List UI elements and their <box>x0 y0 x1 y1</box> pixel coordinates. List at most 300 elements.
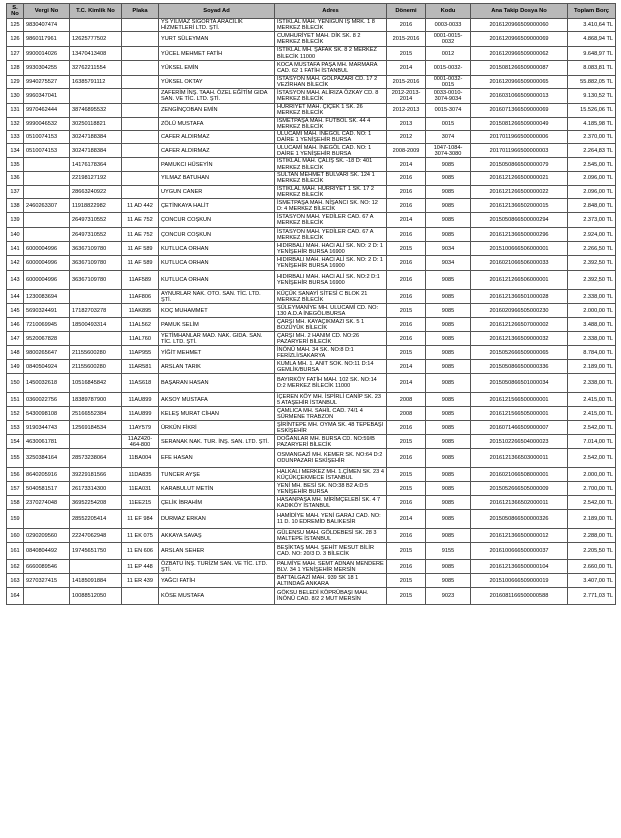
cell-sno: 164 <box>7 588 24 605</box>
cell-tc-kimlik-no: 26497310552 <box>70 213 122 228</box>
cell-soyad-ad: EFE HASAN <box>159 449 275 468</box>
cell-tc-kimlik-no: 36952254208 <box>70 496 122 510</box>
table-row <box>7 482 616 496</box>
cell-toplam-borc: 2.189,00 TL <box>568 360 616 374</box>
cell-soyad-ad: KUTLUCA ORHAN <box>159 242 275 256</box>
cell-tc-kimlik-no: 19745651750 <box>70 543 122 560</box>
cell-vergi-no: 9270327415 <box>24 574 70 588</box>
cell-tc-kimlik-no: 22247062948 <box>70 529 122 543</box>
cell-plaka <box>122 75 159 88</box>
table-row <box>7 19 616 32</box>
cell-soyad-ad: AYNURLAR NAK. OTO. SAN. TİC. LTD. ŞTİ. <box>159 290 275 304</box>
cell-vergi-no: 5430098108 <box>24 407 70 421</box>
cell-donemi: 2015 <box>387 543 426 560</box>
cell-tc-kimlik-no <box>70 19 122 32</box>
cell-donemi: 2015 <box>387 574 426 588</box>
table-row <box>7 421 616 435</box>
cell-soyad-ad: YURT SÜLEYMAN <box>159 32 275 47</box>
table-row <box>7 256 616 271</box>
cell-sno: 131 <box>7 104 24 117</box>
cell-vergi-no: 6660089546 <box>24 560 70 574</box>
cell-adres: HAMİDİYE MAH. YENİ GARAJ CAD. NO: 11 D. 10 EDREMİD BALIKESİR <box>275 510 387 529</box>
cell-soyad-ad: ZENGİNÇOBAN EMİN <box>159 104 275 117</box>
cell-vergi-no: 3250384164 <box>24 449 70 468</box>
cell-vergi-no <box>24 588 70 605</box>
cell-soyad-ad: YILMAZ BATUHAN <box>159 171 275 185</box>
table-body <box>7 19 616 605</box>
table-row <box>7 435 616 449</box>
cell-ana-takip-dosya-no: 2016121366509000032 <box>471 332 568 346</box>
cell-plaka <box>122 19 159 32</box>
cell-tc-kimlik-no: 21155600280 <box>70 346 122 360</box>
cell-toplam-borc: 2.392,50 TL <box>568 271 616 290</box>
cell-sno: 138 <box>7 199 24 213</box>
cell-soyad-ad: CAFER ALDIRMAZ <box>159 144 275 158</box>
cell-kodu: 9085 <box>426 449 471 468</box>
cell-ana-takip-dosya-no: 2016121366500000104 <box>471 560 568 574</box>
table-row <box>7 60 616 75</box>
cell-plaka <box>122 588 159 605</box>
cell-tc-kimlik-no: 17182703278 <box>70 304 122 318</box>
cell-donemi: 2012-2013 <box>387 104 426 117</box>
cell-toplam-borc: 55.882,05 TL <box>568 75 616 88</box>
cell-vergi-no: 9520067828 <box>24 332 70 346</box>
table-row <box>7 468 616 482</box>
cell-plaka: 11AS618 <box>122 374 159 393</box>
header-col-donemi: Dönemi <box>387 4 426 19</box>
cell-ana-takip-dosya-no: 2016121366502000011 <box>471 496 568 510</box>
cell-toplam-borc: 2.545,00 TL <box>568 158 616 171</box>
cell-kodu: 0015 <box>426 117 471 130</box>
cell-tc-kimlik-no: 11918822982 <box>70 199 122 213</box>
table-row <box>7 213 616 228</box>
cell-toplam-borc: 2.338,00 TL <box>568 290 616 304</box>
cell-sno: 140 <box>7 228 24 242</box>
cell-plaka: 11 AE 752 <box>122 213 159 228</box>
cell-ana-takip-dosya-no: 2016071466509000007 <box>471 421 568 435</box>
cell-soyad-ad: ÇETİNKAYA HALİT <box>159 199 275 213</box>
debt-table <box>6 3 616 605</box>
cell-vergi-no: 9900014026 <box>24 47 70 60</box>
cell-donemi: 2015 <box>387 588 426 605</box>
cell-adres: İSMETPAŞA MAH. NİŞANCI SK. NO: 12 D: 4 MERKEZ BİLECİK <box>275 199 387 213</box>
cell-soyad-ad: ZAFERİM İNŞ. TAAH. ÖZEL EĞİTİM GIDA SAN. VE TİC. LTD. ŞTİ. <box>159 89 275 104</box>
cell-donemi: 2016 <box>387 318 426 332</box>
cell-sno: 148 <box>7 346 24 360</box>
header-col-ana-takip-dosya-no: Ana Takip Dosya No <box>471 4 568 19</box>
cell-donemi: 2014 <box>387 60 426 75</box>
cell-tc-kimlik-no: 16385791112 <box>70 75 122 88</box>
cell-adres: OSMANGAZİ MH. KEMER SK. NO:64 D:2 ODUNPAZARI ESKİŞEHİR <box>275 449 387 468</box>
cell-sno: 128 <box>7 60 24 75</box>
cell-ana-takip-dosya-no: 2016121566500000001 <box>471 393 568 407</box>
cell-ana-takip-dosya-no: 2016121366502000015 <box>471 199 568 213</box>
cell-ana-takip-dosya-no: 2015102266504000023 <box>471 435 568 449</box>
cell-soyad-ad: TUNCER AYŞE <box>159 468 275 482</box>
cell-ana-takip-dosya-no: 2015052666509000065 <box>471 346 568 360</box>
cell-toplam-borc: 2.338,00 TL <box>568 332 616 346</box>
cell-adres: HIDIRBALI MAH. HACI ALİ SK. NO: 2 D: 1 YENİŞEHİR BURSA 16900 <box>275 256 387 271</box>
cell-donemi: 2016 <box>387 271 426 290</box>
cell-adres: PALMİYE MAH. SEMT ADNAN MENDERE BLV. 34 1 YENİŞEHİR MERSİN <box>275 560 387 574</box>
cell-plaka: 11EA031 <box>122 482 159 496</box>
cell-tc-kimlik-no: 30247188384 <box>70 131 122 144</box>
cell-sno: 158 <box>7 496 24 510</box>
cell-kodu: 9085 <box>426 393 471 407</box>
cell-kodu: 9085 <box>426 213 471 228</box>
table-row <box>7 144 616 158</box>
cell-soyad-ad: ARSLAN TARIK <box>159 360 275 374</box>
cell-vergi-no: 0840804492 <box>24 543 70 560</box>
cell-plaka <box>122 131 159 144</box>
cell-soyad-ad: ZÖLÜ MUSTAFA <box>159 117 275 130</box>
cell-soyad-ad: KELEŞ MURAT CİHAN <box>159 407 275 421</box>
cell-sno: 135 <box>7 158 24 171</box>
cell-sno: 163 <box>7 574 24 588</box>
cell-donemi: 2015 <box>387 435 426 449</box>
header-col-kodu: Kodu <box>426 4 471 19</box>
table-row <box>7 360 616 374</box>
cell-toplam-borc: 2.771,03 TL <box>568 588 616 605</box>
cell-sno: 151 <box>7 393 24 407</box>
cell-toplam-borc: 3.407,00 TL <box>568 574 616 588</box>
cell-sno: 157 <box>7 482 24 496</box>
cell-kodu: 9085 <box>426 290 471 304</box>
cell-kodu: 9085 <box>426 529 471 543</box>
header-col-soyad-ad: Soyad Ad <box>159 4 275 19</box>
cell-adres: İSMETPAŞA MAH. FUTBOL SK. 44 4 MERKEZ BİLECİK <box>275 117 387 130</box>
cell-tc-kimlik-no: 38746895532 <box>70 104 122 117</box>
cell-ana-takip-dosya-no: 2016021066508000001 <box>471 468 568 482</box>
cell-plaka: 11BA004 <box>122 449 159 468</box>
cell-kodu: 3074 <box>426 131 471 144</box>
cell-ana-takip-dosya-no: 2016121366501000028 <box>471 290 568 304</box>
cell-soyad-ad: KARABULUT METİN <box>159 482 275 496</box>
cell-plaka: 11 AE 752 <box>122 228 159 242</box>
cell-ana-takip-dosya-no: 2015050866500000294 <box>471 213 568 228</box>
cell-plaka <box>122 89 159 104</box>
cell-kodu: 9085 <box>426 407 471 421</box>
cell-ana-takip-dosya-no: 2015050866500000336 <box>471 360 568 374</box>
cell-soyad-ad: KUTLUCA ORHAN <box>159 256 275 271</box>
cell-sno: 139 <box>7 213 24 228</box>
cell-plaka: 11 AD 442 <box>122 199 159 213</box>
cell-toplam-borc: 2.264,83 TL <box>568 144 616 158</box>
cell-vergi-no: 9800265647 <box>24 346 70 360</box>
cell-kodu: 0012 <box>426 47 471 60</box>
cell-vergi-no: 2460263307 <box>24 199 70 213</box>
cell-kodu: 0001-0015-0032 <box>426 32 471 47</box>
cell-sno: 154 <box>7 435 24 449</box>
cell-plaka: 11AY579 <box>122 421 159 435</box>
cell-toplam-borc: 8.784,00 TL <box>568 346 616 360</box>
cell-kodu: 9034 <box>426 242 471 256</box>
cell-plaka <box>122 32 159 47</box>
cell-vergi-no: 9860117961 <box>24 32 70 47</box>
cell-kodu: 9034 <box>426 256 471 271</box>
cell-toplam-borc: 2.415,00 TL <box>568 393 616 407</box>
cell-plaka: 11DA835 <box>122 468 159 482</box>
cell-plaka: 11AF806 <box>122 290 159 304</box>
table-row <box>7 407 616 421</box>
cell-toplam-borc: 2.205,50 TL <box>568 543 616 560</box>
cell-adres: YENİ MH. BESİ SK. NO:38 B2 A:D:5 YENİŞEHİR BURSA <box>275 482 387 496</box>
cell-ana-takip-dosya-no: 2016120966509000062 <box>471 47 568 60</box>
cell-plaka <box>122 117 159 130</box>
cell-sno: 156 <box>7 468 24 482</box>
cell-donemi: 2015 <box>387 304 426 318</box>
cell-plaka: 11AL562 <box>122 318 159 332</box>
cell-plaka <box>122 47 159 60</box>
table-row <box>7 574 616 588</box>
cell-vergi-no: 0510074153 <box>24 144 70 158</box>
cell-adres: İSTİKLAL MAH. HÜRRİYET 1 SK. 17 2 MERKEZ BİLECİK <box>275 185 387 198</box>
cell-kodu: 9085 <box>426 360 471 374</box>
cell-kodu: 9085 <box>426 374 471 393</box>
cell-kodu: 9085 <box>426 304 471 318</box>
cell-donemi: 2016 <box>387 171 426 185</box>
cell-toplam-borc: 2.848,00 TL <box>568 199 616 213</box>
cell-sno: 141 <box>7 242 24 256</box>
cell-ana-takip-dosya-no: 2017011966500000006 <box>471 131 568 144</box>
table-row <box>7 393 616 407</box>
cell-toplam-borc: 2.370,00 TL <box>568 131 616 144</box>
cell-ana-takip-dosya-no: 2015100666509000019 <box>471 574 568 588</box>
cell-adres: İSTASYON MAH. GÖLPAZARI CD. 17 2 VEZİRHAN BİLECİK <box>275 75 387 88</box>
table-row <box>7 199 616 213</box>
cell-tc-kimlik-no: 32762211554 <box>70 60 122 75</box>
cell-plaka: 11 ER 439 <box>122 574 159 588</box>
cell-sno: 149 <box>7 360 24 374</box>
cell-ana-takip-dosya-no: 2015100666506000001 <box>471 242 568 256</box>
cell-tc-kimlik-no: 25166552384 <box>70 407 122 421</box>
cell-plaka: 11 AF 589 <box>122 242 159 256</box>
cell-ana-takip-dosya-no: 2015052666505000009 <box>471 482 568 496</box>
cell-vergi-no: 6000004996 <box>24 242 70 256</box>
cell-tc-kimlik-no: 18500493314 <box>70 318 122 332</box>
cell-soyad-ad: KOÇ MUHAMMET <box>159 304 275 318</box>
cell-kodu: 9085 <box>426 158 471 171</box>
cell-ana-takip-dosya-no: 2016121266507000002 <box>471 318 568 332</box>
cell-plaka: 11 AF 589 <box>122 256 159 271</box>
cell-tc-kimlik-no: 13470413408 <box>70 47 122 60</box>
cell-vergi-no: 8640205916 <box>24 468 70 482</box>
cell-donemi: 2015 <box>387 346 426 360</box>
cell-sno: 126 <box>7 32 24 47</box>
cell-soyad-ad: ÇONCUR COŞKUN <box>159 228 275 242</box>
cell-ana-takip-dosya-no: 2015050866500000079 <box>471 158 568 171</box>
cell-donemi: 2014 <box>387 510 426 529</box>
cell-vergi-no: 9930304255 <box>24 60 70 75</box>
cell-donemi: 2008 <box>387 393 426 407</box>
cell-vergi-no: 9960347041 <box>24 89 70 104</box>
cell-soyad-ad: YİĞİT MEHMET <box>159 346 275 360</box>
cell-kodu: 9085 <box>426 185 471 198</box>
cell-ana-takip-dosya-no: 2016100666500000037 <box>471 543 568 560</box>
cell-plaka: 11AP955 <box>122 346 159 360</box>
table-row <box>7 290 616 304</box>
cell-sno: 159 <box>7 510 24 529</box>
cell-plaka: 11 EF 984 <box>122 510 159 529</box>
cell-soyad-ad: YAĞCI FATİH <box>159 574 275 588</box>
cell-ana-takip-dosya-no: 2015050866500000326 <box>471 510 568 529</box>
table-row <box>7 171 616 185</box>
cell-vergi-no <box>24 185 70 198</box>
cell-toplam-borc: 8.083,81 TL <box>568 60 616 75</box>
table-row <box>7 346 616 360</box>
cell-adres: DOĞANLAR MH. BURSA CD. NO:59/B PAZARYERİ BİLECİK <box>275 435 387 449</box>
cell-vergi-no <box>24 213 70 228</box>
table-row <box>7 271 616 290</box>
cell-tc-kimlik-no <box>70 332 122 346</box>
cell-ana-takip-dosya-no: 2016020966505000230 <box>471 304 568 318</box>
cell-soyad-ad: CAFER ALDIRMAZ <box>159 131 275 144</box>
table-row <box>7 242 616 256</box>
cell-adres: İÇEREN KÖY MH. İSPİRLİ CANİP SK. 23 5 ATAŞEHİR İSTANBUL <box>275 393 387 407</box>
cell-tc-kimlik-no: 36367109780 <box>70 256 122 271</box>
cell-donemi: 2015 <box>387 242 426 256</box>
cell-toplam-borc: 2.542,00 TL <box>568 496 616 510</box>
cell-ana-takip-dosya-no: 2016121366503000011 <box>471 449 568 468</box>
cell-plaka: 11AL760 <box>122 332 159 346</box>
cell-sno: 125 <box>7 19 24 32</box>
cell-toplam-borc: 2.189,00 TL <box>568 510 616 529</box>
cell-plaka <box>122 185 159 198</box>
cell-kodu: 9023 <box>426 588 471 605</box>
table-row <box>7 332 616 346</box>
cell-adres: İNÖNÜ MAH. 34 SK. NO:8 D:1 FERİZLİ/SAKARYA <box>275 346 387 360</box>
cell-vergi-no: 0290209560 <box>24 529 70 543</box>
cell-vergi-no: 0360022756 <box>24 393 70 407</box>
cell-tc-kimlik-no: 18389787900 <box>70 393 122 407</box>
cell-soyad-ad: PAMUK SELİM <box>159 318 275 332</box>
table-row <box>7 510 616 529</box>
cell-donemi: 2014 <box>387 158 426 171</box>
cell-plaka: 11AZ420-464-800 <box>122 435 159 449</box>
cell-tc-kimlik-no: 30250118821 <box>70 117 122 130</box>
cell-plaka: 11 EP 448 <box>122 560 159 574</box>
cell-donemi: 2016 <box>387 449 426 468</box>
cell-vergi-no: 6000004996 <box>24 256 70 271</box>
cell-toplam-borc: 2.000,00 TL <box>568 304 616 318</box>
cell-toplam-borc: 15.526,06 TL <box>568 104 616 117</box>
cell-vergi-no <box>24 510 70 529</box>
cell-donemi: 2016 <box>387 421 426 435</box>
header-col-adres: Adres <box>275 4 387 19</box>
cell-vergi-no: 1450032618 <box>24 374 70 393</box>
cell-sno: 161 <box>7 543 24 560</box>
cell-plaka: 11AU899 <box>122 393 159 407</box>
table-row <box>7 47 616 60</box>
cell-adres: SULTAN MEHMET BULVARI SK. 124 1 MERKEZ BİLECİK <box>275 171 387 185</box>
cell-sno: 130 <box>7 89 24 104</box>
cell-ana-takip-dosya-no: 2017011966500000003 <box>471 144 568 158</box>
cell-adres: ÇARŞI MH. KAYAÇIKMAZI SK. 5 1 BOZÜYÜK BİLECİK <box>275 318 387 332</box>
header-col-plaka: Plaka <box>122 4 159 19</box>
header-col-vergi-no: Vergi No <box>24 4 70 19</box>
cell-ana-takip-dosya-no: 2016120966509000060 <box>471 19 568 32</box>
cell-plaka <box>122 171 159 185</box>
cell-toplam-borc: 3.488,00 TL <box>568 318 616 332</box>
cell-vergi-no <box>24 171 70 185</box>
cell-sno: 150 <box>7 374 24 393</box>
cell-soyad-ad: YÜCEL MEHMET FATİH <box>159 47 275 60</box>
cell-donemi: 2015 <box>387 468 426 482</box>
cell-donemi: 2015-2016 <box>387 32 426 47</box>
cell-sno: 153 <box>7 421 24 435</box>
cell-adres: SÜLEYMANİYE MH. ULUCAMİ CD. NO: 130 A.D.A İNEGÖL/BURSA <box>275 304 387 318</box>
cell-donemi: 2015 <box>387 47 426 60</box>
cell-vergi-no: 2370274048 <box>24 496 70 510</box>
cell-adres: GÜLENSU MAH. GÖLDEBESİ SK. 28 3 MALTEPE İSTANBUL <box>275 529 387 543</box>
cell-plaka: 11AF589 <box>122 271 159 290</box>
cell-plaka: 11AK895 <box>122 304 159 318</box>
cell-tc-kimlik-no: 28663240922 <box>70 185 122 198</box>
table-row <box>7 185 616 198</box>
cell-adres: ULUCAMİ MAH. İNEGÖL CAD. NO: 1 DAİRE 1 YENİŞEHİR BURSA <box>275 144 387 158</box>
cell-toplam-borc: 2.266,50 TL <box>568 242 616 256</box>
table-row <box>7 529 616 543</box>
cell-toplam-borc: 2.542,00 TL <box>568 421 616 435</box>
cell-donemi: 2016 <box>387 199 426 213</box>
cell-ana-takip-dosya-no: 2015081266509000049 <box>471 117 568 130</box>
cell-adres: İSTİKLAL MAH. YENİGÜN İŞ MRK. 1 8 MERKEZ BİLECİK <box>275 19 387 32</box>
cell-sno: 152 <box>7 407 24 421</box>
cell-adres: İSTİKLAL MAH. ÇALIŞ SK. -18 D: 401 MERKEZ BİLECİK <box>275 158 387 171</box>
cell-donemi: 2016 <box>387 185 426 198</box>
cell-plaka: 11 EN 606 <box>122 543 159 560</box>
cell-plaka <box>122 104 159 117</box>
cell-toplam-borc: 2.924,00 TL <box>568 228 616 242</box>
cell-tc-kimlik-no <box>70 89 122 104</box>
cell-toplam-borc: 2.096,00 TL <box>568 185 616 198</box>
cell-ana-takip-dosya-no: 2016021066506000033 <box>471 256 568 271</box>
cell-sno: 147 <box>7 332 24 346</box>
cell-donemi: 2015 <box>387 482 426 496</box>
cell-adres: KUMLA MH. 1. ANIT SOK. NO:11 D:14 GEMLİK/BURSA <box>275 360 387 374</box>
cell-adres: KÜÇÜK SANAYİ SİTESİ C BLOK 21 MERKEZ BİLECİK <box>275 290 387 304</box>
cell-toplam-borc: 9.130,52 TL <box>568 89 616 104</box>
cell-adres: ÇARŞI MH. 2 HANIM CD. NO:26 PAZARYERİ BİLECİK <box>275 332 387 346</box>
cell-adres: İSTİKLAL MH. ŞAFAK SK. 8 2 MERKEZ BİLECİK 11000 <box>275 47 387 60</box>
cell-ana-takip-dosya-no: 2016031066509000013 <box>471 89 568 104</box>
cell-soyad-ad: SERANAK NAK. TUR. İNŞ. SAN. LTD. ŞTİ. <box>159 435 275 449</box>
cell-kodu: 9085 <box>426 574 471 588</box>
cell-vergi-no <box>24 228 70 242</box>
cell-vergi-no: 6000004996 <box>24 271 70 290</box>
cell-sno: 129 <box>7 75 24 88</box>
cell-sno: 136 <box>7 171 24 185</box>
cell-kodu: 9085 <box>426 468 471 482</box>
cell-adres: HASANPAŞA MH. MİRİMÇELEBİ SK. 4 7 KADIKÖY İSTANBUL <box>275 496 387 510</box>
cell-toplam-borc: 4.185,98 TL <box>568 117 616 130</box>
cell-toplam-borc: 2.542,00 TL <box>568 449 616 468</box>
cell-tc-kimlik-no: 28552205414 <box>70 510 122 529</box>
cell-donemi: 2016 <box>387 256 426 271</box>
cell-vergi-no: 7210069945 <box>24 318 70 332</box>
cell-sno: 134 <box>7 144 24 158</box>
cell-ana-takip-dosya-no: 2016121266506000001 <box>471 271 568 290</box>
cell-donemi: 2014 <box>387 213 426 228</box>
cell-toplam-borc: 2.000,00 TL <box>568 468 616 482</box>
cell-ana-takip-dosya-no: 2016121366500000296 <box>471 228 568 242</box>
cell-vergi-no: 0510074153 <box>24 131 70 144</box>
cell-soyad-ad: ÜRKÜN FİKRİ <box>159 421 275 435</box>
cell-adres: HALKALI MERKEZ MH. 1.ÇİMEN SK. 23 4 KÜÇÜKÇEKMECE İSTANBUL <box>275 468 387 482</box>
cell-toplam-borc: 9.648,97 TL <box>568 47 616 60</box>
cell-sno: 143 <box>7 271 24 290</box>
cell-adres: ULUCAMİ MAH. İNEGÖL CAD. NO: 1 DAİRE 1 YENİŞEHİR BURSA <box>275 131 387 144</box>
